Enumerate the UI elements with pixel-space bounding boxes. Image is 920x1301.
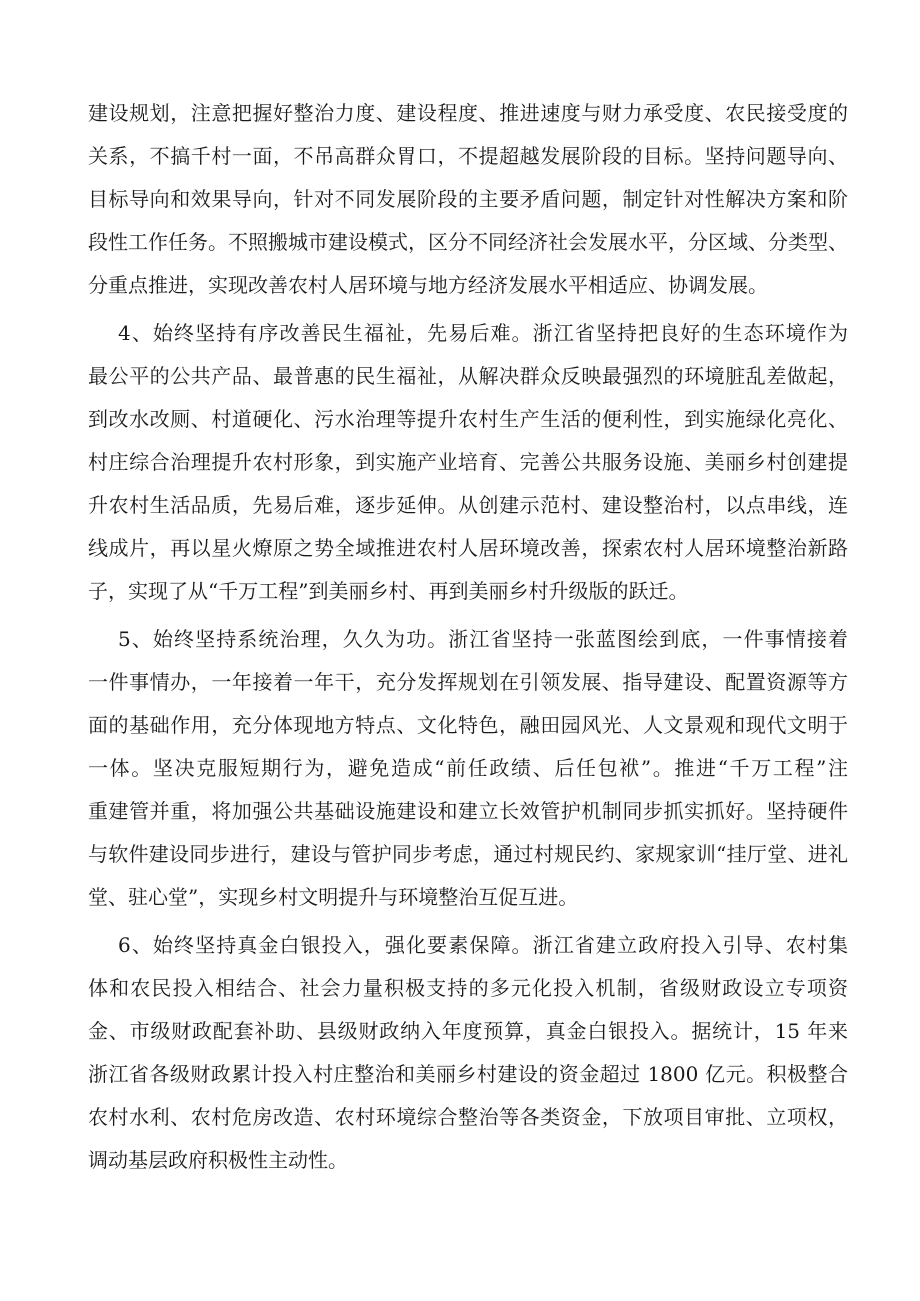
paragraph-line: 重建管并重，将加强公共基础设施建设和建立长效管护机制同步抓实抓好。坚持硬件: [88, 799, 848, 823]
paragraph-line: 农村水利、农村危房改造、农村环境综合整治等各类资金，下放项目审批、立项权，: [88, 1105, 848, 1129]
paragraph-line: 村庄综合治理提升农村形象，到实施产业培育、完善公共服务设施、美丽乡村创建提: [88, 450, 848, 474]
paragraph-line: 体和农民投入相结合、社会力量积极支持的多元化投入机制，省级财政设立专项资: [88, 976, 848, 1000]
paragraph-line: 5、始终坚持系统治理，久久为功。浙江省坚持一张蓝图绘到底，一件事情接着: [118, 627, 848, 651]
paragraph-line: 升农村生活品质，先易后难，逐步延伸。从创建示范村、建设整治村，以点串线，连: [88, 493, 848, 517]
paragraph-line: 一件事情办，一年接着一年干，充分发挥规划在引领发展、指导建设、配置资源等方: [88, 670, 848, 694]
paragraph-line: 堂、驻心堂”，实现乡村文明提升与环境整治互促互进。: [88, 885, 579, 909]
paragraph-line: 到改水改厕、村道硬化、污水治理等提升农村生产生活的便利性，到实施绿化亮化、: [88, 407, 848, 431]
paragraph-line: 关系，不搞千村一面，不吊高群众胃口，不提超越发展阶段的目标。坚持问题导向、: [88, 144, 848, 168]
paragraph-line: 调动基层政府积极性主动性。: [88, 1148, 348, 1172]
paragraph-line: 与软件建设同步进行，建设与管护同步考虑，通过村规民约、家规家训“挂厅堂、进礼: [88, 842, 848, 866]
paragraph-line: 段性工作任务。不照搬城市建设模式，区分不同经济社会发展水平，分区域、分类型、: [88, 230, 848, 254]
paragraph-line: 子，实现了从“千万工程”到美丽乡村、再到美丽乡村升级版的跃迁。: [88, 579, 689, 603]
paragraph-line: 浙江省各级财政累计投入村庄整治和美丽乡村建设的资金超过 1800 亿元。积极整合: [88, 1062, 848, 1086]
paragraph-line: 线成片，再以星火燎原之势全域推进农村人居环境改善，探索农村人居环境整治新路: [88, 536, 848, 560]
paragraph-line: 建设规划，注意把握好整治力度、建设程度、推进速度与财力承受度、农民接受度的: [88, 101, 848, 125]
paragraph-line: 4、始终坚持有序改善民生福祉，先易后难。浙江省坚持把良好的生态环境作为: [118, 321, 848, 345]
paragraph-line: 面的基础作用，充分体现地方特点、文化特色，融田园风光、人文景观和现代文明于: [88, 713, 848, 737]
paragraph-line: 分重点推进，实现改善农村人居环境与地方经济发展水平相适应、协调发展。: [88, 273, 768, 297]
paragraph-line: 一体。坚决克服短期行为，避免造成“前任政绩、后任包袱”。推进“千万工程”注: [88, 756, 848, 780]
paragraph-line: 6、始终坚持真金白银投入，强化要素保障。浙江省建立政府投入引导、农村集: [118, 933, 848, 957]
paragraph-line: 目标导向和效果导向，针对不同发展阶段的主要矛盾问题，制定针对性解决方案和阶: [88, 187, 848, 211]
paragraph-line: 金、市级财政配套补助、县级财政纳入年度预算，真金白银投入。据统计，15 年来: [88, 1019, 848, 1043]
paragraph-line: 最公平的公共产品、最普惠的民生福祉，从解决群众反映最强烈的环境脏乱差做起，: [88, 364, 848, 388]
